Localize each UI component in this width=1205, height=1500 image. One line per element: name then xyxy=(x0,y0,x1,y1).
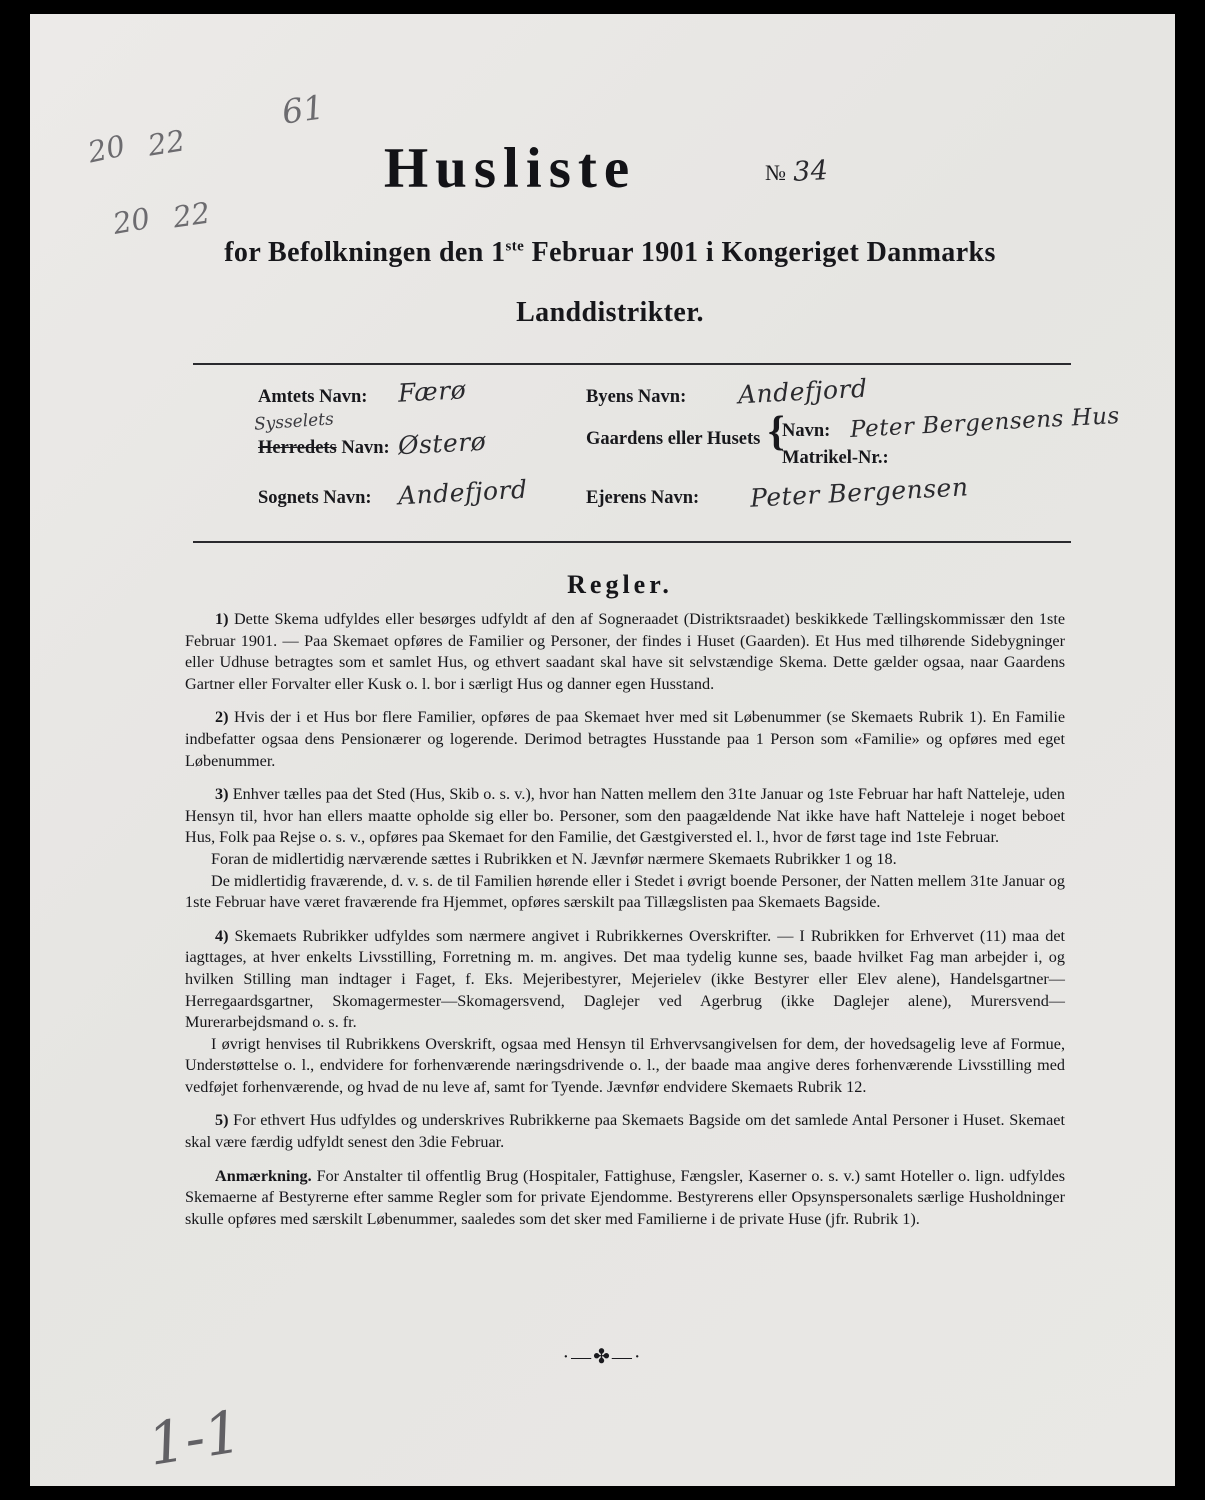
matrikel-label: Matrikel-Nr.: xyxy=(782,448,889,468)
rule-4-number: 4) xyxy=(215,926,229,945)
navn-value: Peter Bergensens Hus xyxy=(849,402,1121,444)
pencil-mark-archive-3: 20 xyxy=(110,201,153,241)
note-text: For Anstalter til offentlig Brug (Hospitaler, Fattighuse, Fængsler, Kaserner o. s. v.) samt Hoteller o. lign. udfyldes Skemaerne af Bestyrerne efter samme Regler som for private Ejendomme. Bestyrerens eller Opsynspersonalets særlige Husholdninger skulle opføres med særskilt Løbenummer, saaledes som det sker med Familierne i de private Huse (jfr. Rubrik 1). xyxy=(185,1166,1066,1228)
rule-item-3 xyxy=(185,784,1065,849)
form-sheet xyxy=(30,14,1175,1486)
rule-item-5 xyxy=(185,1110,1065,1153)
amt-label: Amtets Navn: xyxy=(258,387,368,407)
page-title: Husliste xyxy=(383,137,637,200)
herred-value: Østerø xyxy=(397,426,487,461)
rule-3-number: 3) xyxy=(215,785,229,804)
note-lead: Anmærkning. xyxy=(215,1166,312,1185)
herred-label-struck: Herredets xyxy=(258,438,337,458)
pencil-mark-page-number: 61 xyxy=(279,87,327,132)
by-label: Byens Navn: xyxy=(586,387,687,407)
navn-label: Navn: xyxy=(782,421,831,441)
rules-body xyxy=(185,609,1065,1242)
subtitle-ordinal: ste xyxy=(505,238,525,255)
rule-3-sub-1: Foran de midlertidig nærværende sættes i Rubrikken et N. Jævnfør nærmere Skemaets Rubrikker 1 og 18. xyxy=(211,849,897,868)
form-number-label: № xyxy=(765,160,786,185)
rule-4-text: Skemaets Rubrikker udfyldes som nærmere angivet i Rubrikkernes Overskrifter. — I Rubrikken for Erhvervet (11) maa det iagttages, at hver enkelts Livsstilling, Forretning m. m. angives. Det maa tydelig kunne ses, baade hvilket Fag man arbejder i, og hvilken Stilling man indtager i Faget, f. Eks. Mejeribestyrer, Mejerielev (ikke Bestyrer eller Elev alene), Handelsgartner—Herregaardsgartner, Skomagermester—Skomagersvend, Daglejer ved Agerbrug (ikke Daglejer alene), Murersvend—Murerarbejdsmand o. s. fr. xyxy=(185,926,1065,1032)
form-number xyxy=(765,156,828,187)
rule-3-sub-2: De midlertidig fraværende, d. v. s. de til Familien hørende eller i Stedet i øvrigt boende Personer, der Natten mellem 31te Januar og 1ste Februar have været fraværende fra Hjemmet, opføres særskilt paa Tillægslisten paa Skemaets Bagside. xyxy=(185,871,1065,912)
rule-1-number: 1) xyxy=(215,610,229,628)
ejer-value: Peter Bergensen xyxy=(749,472,970,513)
brace-decoration: { xyxy=(768,409,785,455)
rules-heading: Regler. xyxy=(567,570,673,599)
rule-3-text: Enhver tælles paa det Sted (Hus, Skib o. s. v.), hvor han Natten mellem den 31te Januar og 1ste Februar har haft Natteleje, uden Hensyn til, hvor han ellers maatte opholde sig eller bo. Personer, som den paagældende Nat ikke have haft Natteleje i noget beboet Hus, Folk paa Rejse o. s. v., opføres paa Skemaet for den Familie, det Gæstgiversted el. l., hvor de først tage ind 1ste Februar. xyxy=(185,785,1066,847)
by-value: Andefjord xyxy=(737,373,869,410)
rule-2-number: 2) xyxy=(215,708,229,727)
subtitle-part-a: for Befolkningen den 1 xyxy=(224,237,506,268)
herred-label-rest: Navn: xyxy=(336,438,390,458)
amt-value: Færø xyxy=(397,375,467,408)
syssel-annotation: Sysselets xyxy=(253,409,335,435)
pencil-mark-archive-4: 22 xyxy=(170,195,213,235)
rules-note xyxy=(185,1166,1065,1231)
ejer-label: Ejerens Navn: xyxy=(586,488,700,508)
rule-5-number: 5) xyxy=(215,1111,229,1130)
subtitle-part-b: Februar 1901 i Kongeriget Danmarks xyxy=(524,237,996,268)
sogn-label: Sognets Navn: xyxy=(258,488,372,508)
divider-top xyxy=(193,363,1071,365)
subtitle-line-1 xyxy=(180,237,1040,269)
rule-5-text: For ethvert Hus udfyldes og underskrives Rubrikkerne paa Skemaets Bagside om det samlede Antal Personer i Huset. Skemaet skal være færdig udfyldt senest den 3die Februar. xyxy=(185,1111,1065,1152)
sogn-value: Andefjord xyxy=(397,474,529,511)
subtitle-line-2: Landdistrikter. xyxy=(516,297,704,328)
rule-4-sub: I øvrigt henvises til Rubrikkens Overskrift, ogsaa med Hensyn til Erhvervsangivelsen for dem, der hovedsagelig leve af Formue, Understøttelse o. l., endvidere for forhenværende næringsdrivende o. l., der baade maa angive deres forhenværende Livsstilling med vedføjet forhenværende, og hvad de nu leve af, samt for Tyende. Jævnfør endvidere Skemaets Rubrik 12. xyxy=(185,1034,1065,1096)
scanned-page xyxy=(30,14,1175,1486)
rule-item-2 xyxy=(185,707,1065,772)
footer-ornament: ·—✤—· xyxy=(562,1346,643,1368)
rule-item-1 xyxy=(185,609,1065,695)
gaard-label: Gaardens eller Husets xyxy=(586,429,761,449)
rule-1-text: Dette Skema udfyldes eller besørges udfyldt af den af Sogneraadet (Distriktsraadet) beskikkede Tællingskommissær den 1ste Februar 1901. — Paa Skemaet opføres de Familier og Personer, der findes i Huset (Gaarden). Et Hus med tilhørende Sidebygninger eller Udhuse betragtes som et samlet Hus, og ethvert saadant skal have sit selvstændige Skema. Dette gælder ogsaa, naar Gaardens Gartner eller Forvalter eller Kusk o. l. bor i særligt Hus og danner egen Husstand. xyxy=(185,610,1066,693)
form-number-value: 34 xyxy=(792,155,830,188)
pencil-mark-archive-2: 22 xyxy=(145,123,188,163)
rule-item-4 xyxy=(185,926,1065,1034)
rule-2-text: Hvis der i et Hus bor flere Familier, opføres de paa Skemaet hver med sit Løbenummer (se Skemaets Rubrik 1). En Familie indbefatter ogsaa dens Pensionærer og logerende. Derimod betragtes Husstande paa 1 Person som «Familie» og opføres med eget Løbenummer. xyxy=(185,708,1065,770)
pencil-mark-archive-1: 20 xyxy=(84,128,129,170)
divider-bottom xyxy=(193,541,1071,543)
herred-label xyxy=(258,438,390,459)
pencil-mark-bottom: 1-1 xyxy=(143,1397,247,1479)
